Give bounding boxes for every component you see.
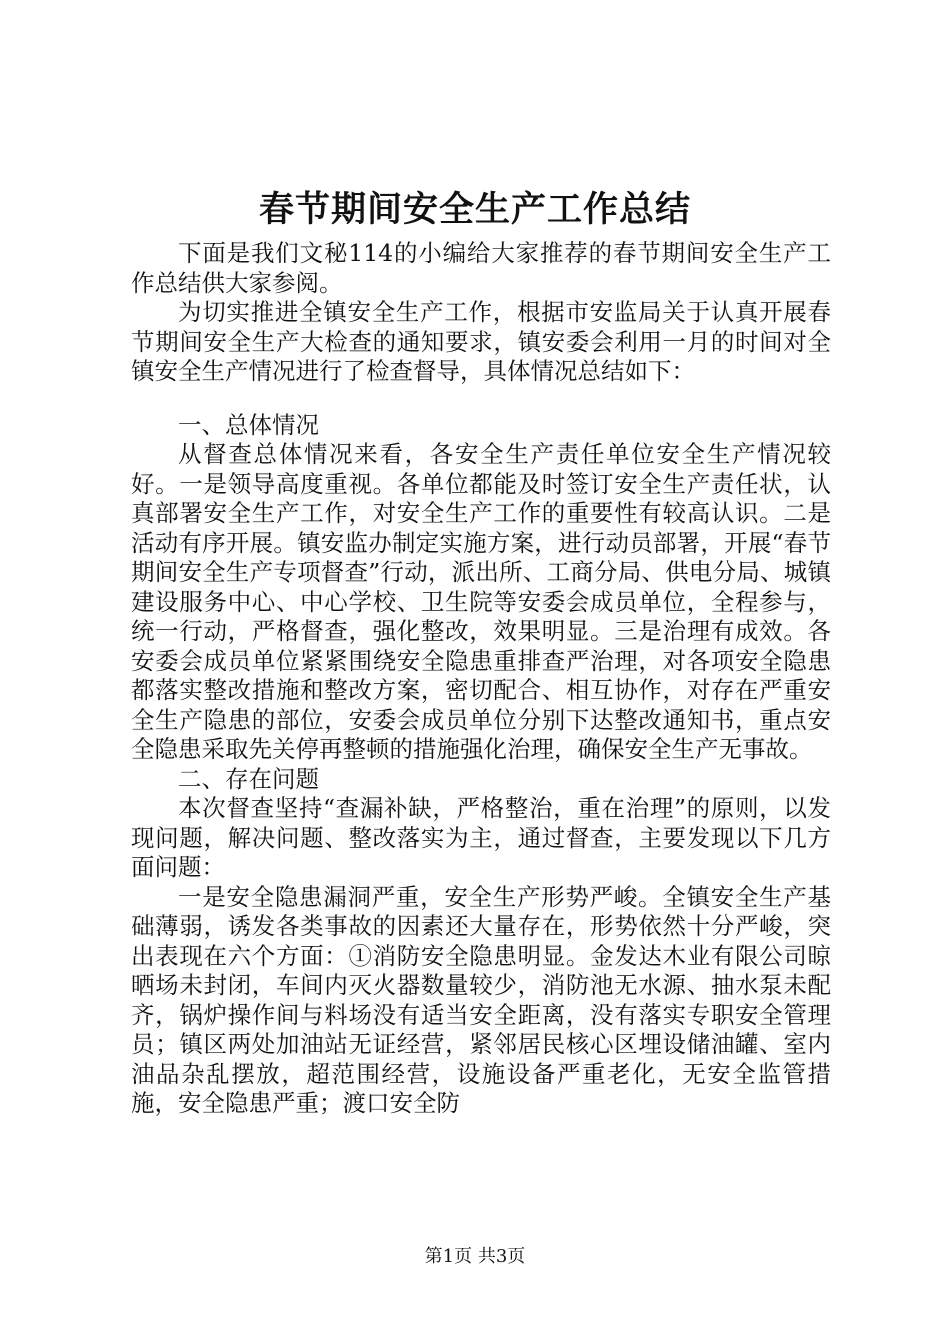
document-title: 春节期间安全生产工作总结 [258,189,691,230]
paragraph-problem-one: 一是安全隐患漏洞严重，安全生产形势严峻。全镇安全生产基础薄弱，诱发各类事故的因素还大量存在，形势依然十分严峻，突出表现在六个方面：①消防安全隐患明显。金发达木业有限公司晾晒场未封闭，车间内灭火器数量较少，消防池无水源、抽水泵未配齐，锅炉操作间与料场没有适当安全距离，没有落实专职安全管理员；镇区两处加油站无证经营，紧邻居民核心区埋设储油罐、室内油品杂乱摆放，超范围经营，设施设备严重老化，无安全监管措施，安全隐患严重；渡口安全防 [131,882,831,1117]
paragraph-purpose: 为切实推进全镇安全生产工作，根据市安监局关于认真开展春节期间安全生产大检查的通知要求，镇安委会利用一月的时间对全镇安全生产情况进行了检查督导，具体情况总结如下： [131,298,831,385]
section-heading-problems: 二、存在问题 [178,764,319,793]
paragraph-intro: 下面是我们文秘114的小编给大家推荐的春节期间安全生产工作总结供大家参阅。 [131,239,831,297]
paragraph-gap [131,387,831,411]
paragraph-overall: 从督查总体情况来看，各安全生产责任单位安全生产情况较好。一是领导高度重视。各单位都能及时签订安全生产责任状，认真部署安全生产工作，对安全生产工作的重要性有较高认识。二是活动有序开展。镇安监办制定实施方案，进行动员部署，开展“春节期间安全生产专项督查”行动，派出所、工商分局、供电分局、城镇建设服务中心、中心学校、卫生院等安委会成员单位，全程参与，统一行动，严格督查，强化整改，效果明显。三是治理有成效。各安委会成员单位紧紧围绕安全隐患重排查严治理，对各项安全隐患都落实整改措施和整改方案，密切配合、相互协作，对存在严重安全生产隐患的部位，安委会成员单位分别下达整改通知书，重点安全隐患采取先关停再整顿的措施强化治理，确保安全生产无事故。 [131,440,831,763]
paragraph-problems-intro: 本次督查坚持“查漏补缺，严格整治，重在治理”的原则，以发现问题，解决问题、整改落实为主，通过督查，主要发现以下几方面问题： [131,794,831,881]
page-footer: 第1页 共3页 [424,1246,526,1267]
document-body [131,239,831,1119]
section-heading-overall: 一、总体情况 [178,410,319,439]
